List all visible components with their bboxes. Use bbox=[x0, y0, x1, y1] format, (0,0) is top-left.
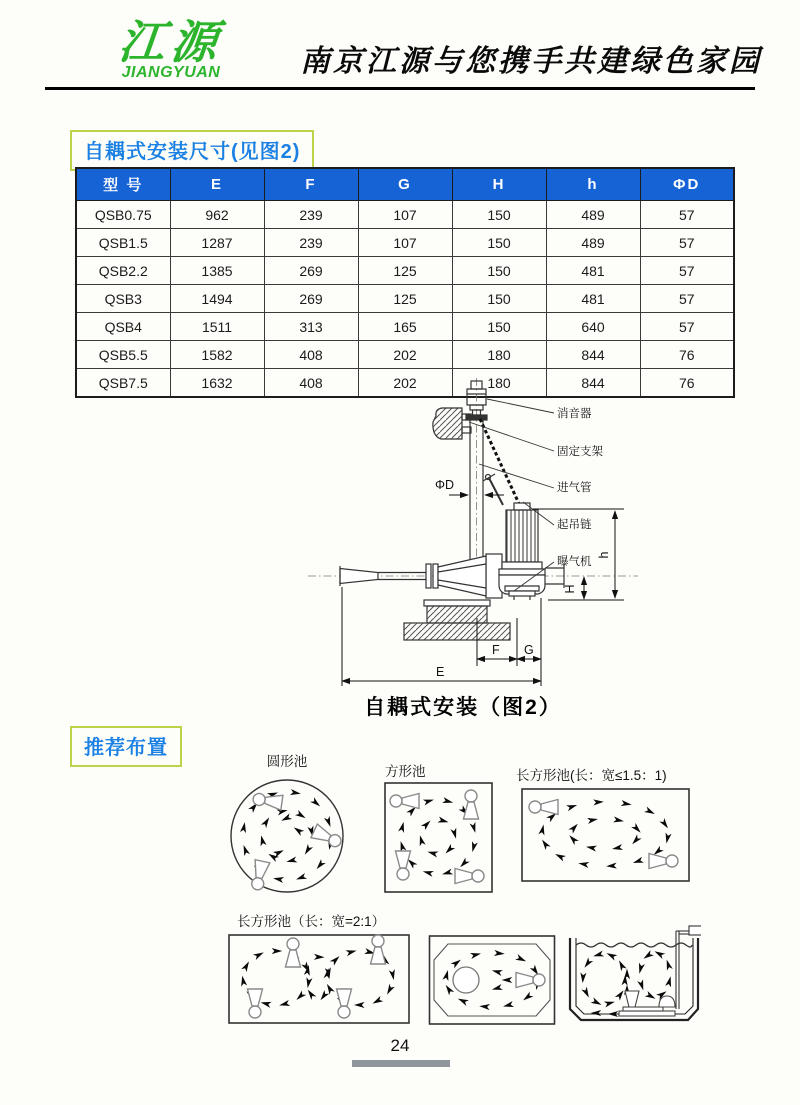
flow-arrow-icon bbox=[441, 868, 453, 877]
value-cell: 1287 bbox=[170, 229, 264, 257]
flow-arrow-icon bbox=[469, 822, 478, 834]
flow-arrow-icon bbox=[314, 859, 326, 871]
column-header: G bbox=[358, 168, 452, 201]
value-cell: 1632 bbox=[170, 369, 264, 398]
logo-english-text: JIANGYUAN bbox=[121, 64, 221, 82]
table-row bbox=[76, 257, 734, 285]
dim-label-g: G bbox=[524, 643, 534, 657]
value-cell: 180 bbox=[452, 369, 546, 398]
value-cell: 150 bbox=[452, 201, 546, 229]
flow-arrow-icon bbox=[240, 822, 248, 834]
flow-arrow-icon bbox=[423, 797, 435, 806]
flow-arrow-icon bbox=[427, 849, 439, 858]
value-cell: 481 bbox=[546, 257, 640, 285]
column-header: h bbox=[546, 168, 640, 201]
aerator-icon bbox=[464, 790, 479, 819]
flow-arrow-icon bbox=[582, 957, 593, 969]
logo-chinese-text: 江源 bbox=[116, 15, 226, 69]
flow-arrow-icon bbox=[314, 954, 325, 960]
value-cell: 313 bbox=[264, 313, 358, 341]
flow-arrow-icon bbox=[280, 813, 292, 823]
value-cell: 76 bbox=[640, 341, 734, 369]
flow-arrow-icon bbox=[324, 982, 335, 994]
installation-diagram bbox=[290, 378, 660, 692]
tank-section-diagram bbox=[567, 923, 701, 1023]
aerator-icon bbox=[249, 860, 270, 891]
value-cell: 165 bbox=[358, 313, 452, 341]
value-cell: 150 bbox=[452, 229, 546, 257]
flow-arrow-icon bbox=[581, 987, 591, 999]
flow-arrow-icon bbox=[494, 950, 505, 957]
flow-arrow-icon bbox=[458, 858, 470, 870]
flow-arrow-icon bbox=[470, 951, 482, 959]
flow-arrow-icon bbox=[442, 797, 454, 806]
flow-arrow-icon bbox=[591, 1010, 602, 1016]
flow-arrow-icon bbox=[515, 954, 527, 964]
part-label-aerator: 曝气机 bbox=[557, 556, 592, 568]
flow-arrow-icon bbox=[540, 838, 551, 850]
value-cell: 150 bbox=[452, 285, 546, 313]
flow-arrow-icon bbox=[273, 875, 285, 883]
pool-column bbox=[453, 967, 479, 993]
flow-arrow-icon bbox=[580, 972, 587, 983]
flow-arrow-icon bbox=[567, 833, 579, 845]
water-surface bbox=[576, 943, 692, 947]
flow-arrow-icon bbox=[568, 822, 580, 834]
model-cell: QSB5.5 bbox=[76, 341, 170, 369]
flow-arrow-icon bbox=[302, 844, 313, 856]
section-title-recommended-layout: 推荐布置 bbox=[70, 726, 182, 767]
aerator-icon bbox=[252, 791, 283, 810]
flow-arrow-icon bbox=[290, 789, 302, 797]
value-cell: 107 bbox=[358, 229, 452, 257]
flow-arrow-icon bbox=[653, 949, 665, 959]
flow-arrow-icon bbox=[624, 969, 630, 980]
flow-arrow-icon bbox=[305, 977, 313, 989]
table-row bbox=[76, 285, 734, 313]
aerator-body-part bbox=[486, 503, 545, 600]
value-cell: 57 bbox=[640, 201, 734, 229]
octagon-pool-diagram bbox=[428, 934, 556, 1026]
square-pool-diagram bbox=[383, 779, 495, 895]
value-cell: 408 bbox=[264, 341, 358, 369]
rect-pool-2-1-label: 长方形池（长：宽=2:1） bbox=[237, 914, 386, 929]
aerator-icon bbox=[529, 800, 558, 815]
value-cell: 962 bbox=[170, 201, 264, 229]
model-cell: QSB1.5 bbox=[76, 229, 170, 257]
value-cell: 844 bbox=[546, 341, 640, 369]
flow-arrow-icon bbox=[457, 996, 469, 1006]
flow-arrow-icon bbox=[642, 950, 654, 961]
flow-arrow-icon bbox=[295, 873, 307, 882]
flow-arrow-icon bbox=[566, 802, 578, 811]
flow-arrow-icon bbox=[644, 807, 656, 817]
flow-arrow-icon bbox=[286, 856, 298, 864]
value-cell: 202 bbox=[358, 341, 452, 369]
flow-arrow-icon bbox=[636, 963, 644, 975]
flow-arrow-icon bbox=[389, 969, 397, 981]
aerator-icon bbox=[455, 869, 484, 884]
part-label-chain: 起吊链 bbox=[557, 519, 592, 531]
footer-bar bbox=[352, 1060, 450, 1067]
round-pool-diagram bbox=[226, 773, 348, 899]
rect-pool-1-5-label: 长方形池(长：宽≤1.5：1) bbox=[516, 768, 667, 783]
flow-arrow-icon bbox=[637, 979, 646, 991]
flow-arrow-icon bbox=[502, 1001, 514, 1009]
value-cell: 57 bbox=[640, 313, 734, 341]
flow-arrow-icon bbox=[613, 816, 625, 824]
value-cell: 269 bbox=[264, 285, 358, 313]
flow-arrow-icon bbox=[294, 990, 306, 1002]
table-row bbox=[76, 341, 734, 369]
flow-arrow-icon bbox=[422, 868, 434, 877]
value-cell: 489 bbox=[546, 229, 640, 257]
flow-arrow-icon bbox=[261, 816, 272, 828]
flow-arrow-icon bbox=[438, 817, 450, 826]
flow-arrow-icon bbox=[491, 984, 503, 993]
aerator-icon bbox=[286, 938, 301, 967]
flow-arrow-icon bbox=[585, 844, 597, 852]
aerator-icon bbox=[371, 935, 386, 964]
value-cell: 150 bbox=[452, 313, 546, 341]
flow-arrow-icon bbox=[346, 948, 358, 957]
flow-arrow-icon bbox=[631, 823, 643, 835]
value-cell: 481 bbox=[546, 285, 640, 313]
part-label-bracket: 固定支架 bbox=[557, 446, 603, 458]
value-cell: 1582 bbox=[170, 341, 264, 369]
table-header bbox=[76, 168, 734, 201]
flow-arrow-icon bbox=[554, 851, 566, 861]
value-cell: 107 bbox=[358, 201, 452, 229]
column-header: ΦD bbox=[640, 168, 734, 201]
flow-arrow-icon bbox=[354, 1002, 365, 1008]
flow-arrow-icon bbox=[241, 960, 252, 972]
flow-arrow-icon bbox=[272, 948, 283, 954]
header-divider bbox=[45, 87, 755, 90]
flow-arrow-icon bbox=[241, 844, 250, 856]
dim-label-h: h bbox=[597, 551, 611, 559]
flow-arrow-icon bbox=[663, 833, 671, 845]
flow-arrow-icon bbox=[659, 818, 670, 830]
column-header: E bbox=[170, 168, 264, 201]
dim-label-H: H bbox=[563, 584, 577, 594]
flow-arrow-icon bbox=[442, 969, 450, 981]
flow-arrow-icon bbox=[606, 862, 617, 869]
model-cell: QSB2.2 bbox=[76, 257, 170, 285]
flow-arrow-icon bbox=[305, 988, 316, 1000]
company-logo bbox=[86, 15, 256, 82]
dim-label-phi-d: ΦD bbox=[435, 478, 455, 492]
section-title-install-dimensions: 自耦式安装尺寸(见图2) bbox=[70, 130, 314, 171]
flow-arrow-icon bbox=[371, 996, 383, 1006]
flow-arrow-icon bbox=[318, 990, 329, 1002]
aerator-icon bbox=[396, 851, 411, 880]
dimension-table bbox=[75, 167, 735, 398]
flow-arrow-icon bbox=[665, 976, 673, 988]
flow-arrow-icon bbox=[292, 825, 304, 836]
bracket-part bbox=[433, 408, 471, 439]
value-cell: 269 bbox=[264, 257, 358, 285]
rect-pool-2-1-diagram bbox=[227, 933, 411, 1025]
flow-arrow-icon bbox=[443, 844, 455, 856]
flow-arrow-icon bbox=[253, 950, 265, 960]
flow-arrow-icon bbox=[664, 959, 673, 971]
flow-arrow-icon bbox=[260, 999, 272, 1007]
aerator-icon bbox=[516, 973, 545, 988]
dim-label-e: E bbox=[436, 665, 445, 679]
value-cell: 408 bbox=[264, 369, 358, 398]
figure-caption: 自耦式安装（图2） bbox=[364, 696, 562, 719]
column-header: H bbox=[452, 168, 546, 201]
value-cell: 76 bbox=[640, 369, 734, 398]
aerator-icon bbox=[649, 854, 678, 869]
equipment-drawing bbox=[340, 381, 564, 640]
dim-label-f: F bbox=[492, 643, 500, 657]
model-cell: QSB3 bbox=[76, 285, 170, 313]
value-cell: 180 bbox=[452, 341, 546, 369]
table-row bbox=[76, 313, 734, 341]
value-cell: 1385 bbox=[170, 257, 264, 285]
aerator-icon bbox=[390, 794, 419, 809]
square-pool-label: 方形池 bbox=[385, 764, 426, 779]
flow-arrow-icon bbox=[330, 954, 342, 966]
flow-arrow-icon bbox=[502, 977, 513, 983]
model-cell: QSB0.75 bbox=[76, 201, 170, 229]
value-cell: 57 bbox=[640, 229, 734, 257]
part-label-muffler: 消音器 bbox=[557, 408, 592, 420]
page-number: 24 bbox=[390, 1036, 410, 1055]
flow-arrow-icon bbox=[417, 834, 426, 846]
value-cell: 489 bbox=[546, 201, 640, 229]
round-pool-label: 圆形池 bbox=[266, 754, 308, 769]
flow-arrow-icon bbox=[310, 797, 322, 809]
flow-arrow-icon bbox=[591, 997, 603, 1007]
aerator-icon bbox=[337, 989, 352, 1018]
table-row bbox=[76, 229, 734, 257]
value-cell: 150 bbox=[452, 257, 546, 285]
value-cell: 125 bbox=[358, 285, 452, 313]
flow-arrow-icon bbox=[258, 835, 266, 847]
flow-arrow-icon bbox=[611, 844, 623, 852]
flow-arrow-icon bbox=[450, 828, 459, 840]
flow-arrow-icon bbox=[443, 983, 454, 995]
blower-box bbox=[689, 926, 701, 935]
aerator-icon bbox=[311, 824, 344, 850]
flow-arrow-icon bbox=[451, 957, 463, 968]
flow-arrow-icon bbox=[479, 1003, 490, 1010]
flow-arrow-icon bbox=[632, 857, 644, 866]
valve-lever-part bbox=[483, 474, 503, 505]
flow-arrow-icon bbox=[538, 824, 546, 836]
model-cell: QSB4 bbox=[76, 313, 170, 341]
flow-arrow-icon bbox=[521, 992, 533, 1003]
bottom-aerator-unit bbox=[619, 991, 675, 1016]
flow-arrow-icon bbox=[630, 834, 642, 846]
value-cell: 202 bbox=[358, 369, 452, 398]
flow-arrow-icon bbox=[616, 959, 626, 971]
aerator-icon bbox=[248, 989, 263, 1018]
value-cell: 239 bbox=[264, 229, 358, 257]
part-label-air-pipe: 进气管 bbox=[557, 482, 592, 494]
rect-pool-1-5-diagram bbox=[520, 786, 692, 884]
header-slogan: 南京江源与您携手共建绿色家园 bbox=[300, 44, 762, 79]
flow-arrow-icon bbox=[592, 951, 604, 960]
flow-arrow-icon bbox=[239, 975, 247, 987]
foundation-part bbox=[404, 600, 510, 640]
flow-arrow-icon bbox=[645, 991, 657, 1001]
flow-arrow-icon bbox=[621, 800, 633, 808]
flow-arrow-icon bbox=[491, 967, 503, 976]
value-cell: 57 bbox=[640, 285, 734, 313]
value-cell: 1494 bbox=[170, 285, 264, 313]
flow-arrow-icon bbox=[398, 821, 407, 833]
value-cell: 844 bbox=[546, 369, 640, 398]
model-cell: QSB7.5 bbox=[76, 369, 170, 398]
value-cell: 239 bbox=[264, 201, 358, 229]
flow-arrow-icon bbox=[593, 799, 604, 806]
column-header: F bbox=[264, 168, 358, 201]
flow-arrow-icon bbox=[578, 860, 590, 868]
flow-arrow-icon bbox=[605, 950, 617, 960]
flow-arrow-icon bbox=[324, 816, 333, 828]
flow-arrow-icon bbox=[421, 818, 433, 830]
value-cell: 1511 bbox=[170, 313, 264, 341]
flow-arrow-icon bbox=[587, 816, 599, 824]
value-cell: 125 bbox=[358, 257, 452, 285]
flow-arrow-icon bbox=[278, 1000, 290, 1008]
table-row bbox=[76, 201, 734, 229]
value-cell: 57 bbox=[640, 257, 734, 285]
flow-arrow-icon bbox=[295, 810, 307, 821]
flow-arrow-icon bbox=[469, 841, 478, 853]
column-header: 型 号 bbox=[76, 168, 170, 201]
flow-arrow-icon bbox=[604, 999, 616, 1008]
value-cell: 640 bbox=[546, 313, 640, 341]
flow-arrow-icon bbox=[384, 984, 394, 996]
